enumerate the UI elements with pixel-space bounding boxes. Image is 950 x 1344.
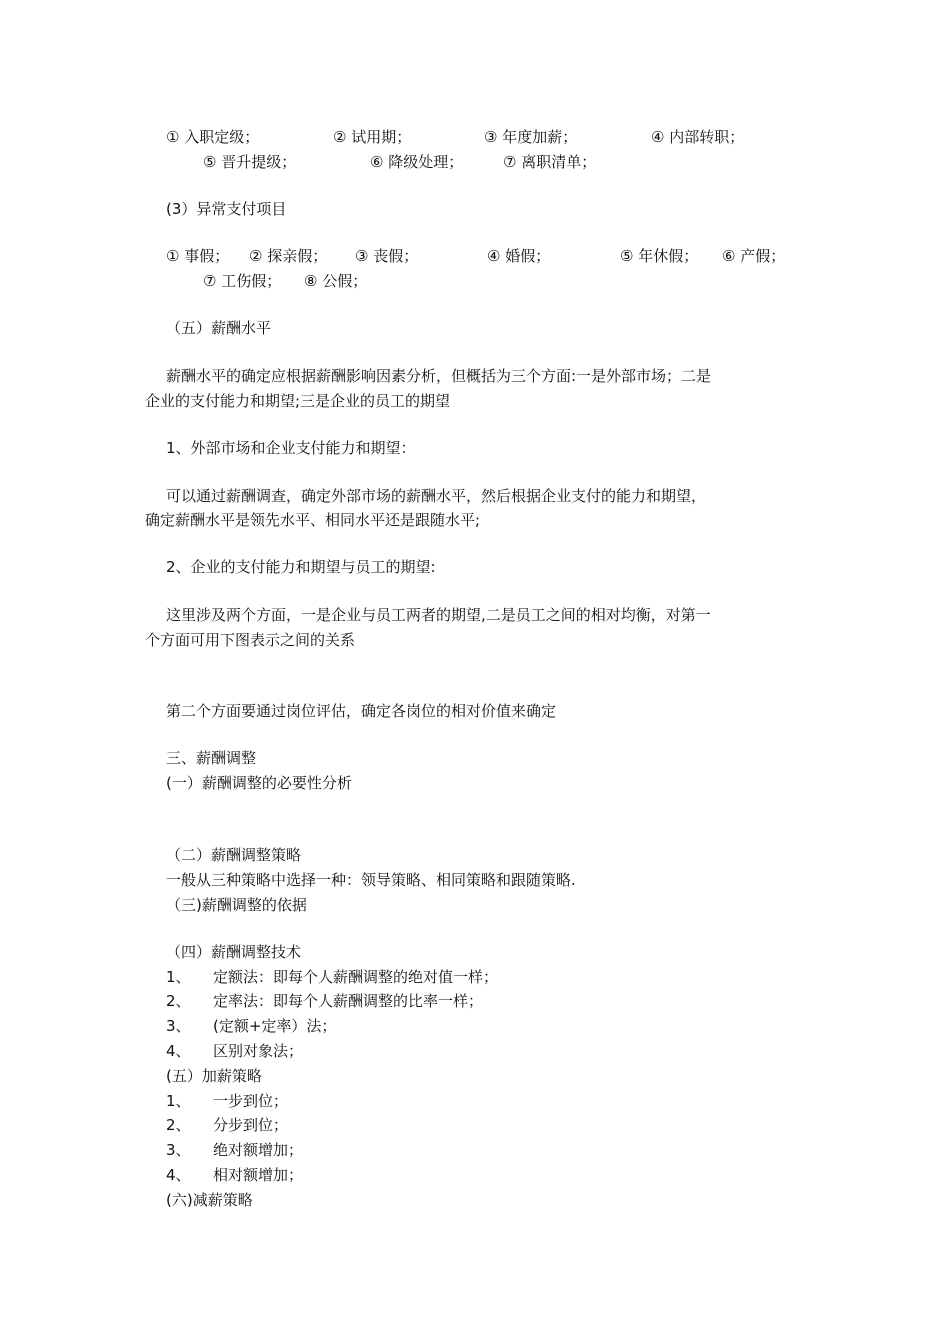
list-item: 定额法：即每个人薪酬调整的绝对值一样； [213, 968, 499, 986]
list-item: ② 试用期； [333, 128, 412, 146]
list-item: ⑦ 工伤假； [203, 272, 282, 290]
list-item: ④ 婚假； [487, 247, 551, 265]
list-item: (定额+定率）法； [213, 1017, 337, 1035]
subsection-heading: 2、企业的支付能力和期望与员工的期望: [166, 558, 436, 576]
list-item: ⑤ 年休假； [620, 247, 699, 265]
paragraph-line: 企业的支付能力和期望;三是企业的员工的期望 [145, 392, 451, 410]
subsection-heading: (六)减薪策略 [166, 1191, 253, 1209]
list-item: 定率法：即每个人薪酬调整的比率一样； [213, 992, 484, 1010]
subsection-heading: （二）薪酬调整策略 [166, 846, 302, 864]
paragraph-line: 个方面可用下图表示之间的关系 [145, 631, 356, 649]
list-item: 分步到位； [213, 1116, 289, 1134]
subsection-heading: 1、外部市场和企业支付能力和期望： [166, 439, 416, 457]
paragraph-line: 第二个方面要通过岗位评估，确定各岗位的相对价值来确定 [166, 702, 557, 720]
subsection-heading: (一）薪酬调整的必要性分析 [166, 774, 352, 792]
subsection-heading: （四）薪酬调整技术 [166, 943, 302, 961]
subsection-heading: (五）加薪策略 [166, 1067, 262, 1085]
list-item: ③ 丧假； [355, 247, 419, 265]
list-item-number: 1、 [166, 968, 191, 986]
list-item: ① 事假； [166, 247, 230, 265]
paragraph-line: 这里涉及两个方面，一是企业与员工两者的期望,二是员工之间的相对均衡，对第一 [166, 606, 711, 624]
list-item: ⑦ 离职清单； [503, 153, 597, 171]
list-item: ⑥ 产假； [722, 247, 786, 265]
paragraph-line: 确定薪酬水平是领先水平、相同水平还是跟随水平; [145, 511, 481, 529]
list-item-number: 3、 [166, 1017, 191, 1035]
list-item-number: 2、 [166, 992, 191, 1010]
list-item-number: 3、 [166, 1141, 191, 1159]
list-item: ③ 年度加薪； [484, 128, 578, 146]
subsection-heading: （三)薪酬调整的依据 [166, 896, 307, 914]
list-item: ⑤ 晋升提级； [203, 153, 297, 171]
list-item: ① 入职定级； [166, 128, 260, 146]
list-item-number: 4、 [166, 1042, 191, 1060]
list-item: 绝对额增加； [213, 1141, 304, 1159]
paragraph-line: 薪酬水平的确定应根据薪酬影响因素分析，但概括为三个方面:一是外部市场；二是 [166, 367, 712, 385]
list-item-number: 2、 [166, 1116, 191, 1134]
section-heading: (3）异常支付项目 [166, 200, 287, 218]
section-heading: （五）薪酬水平 [166, 319, 272, 337]
list-item: ② 探亲假； [249, 247, 328, 265]
paragraph-line: 一般从三种策略中选择一种：领导策略、相同策略和跟随策略. [166, 871, 576, 889]
list-item: ⑧ 公假； [304, 272, 368, 290]
list-item-number: 1、 [166, 1092, 191, 1110]
list-item: 相对额增加； [213, 1166, 304, 1184]
list-item: 一步到位； [213, 1092, 289, 1110]
section-heading: 三、薪酬调整 [166, 749, 257, 767]
list-item: ⑥ 降级处理； [370, 153, 464, 171]
paragraph-line: 可以通过薪酬调查，确定外部市场的薪酬水平，然后根据企业支付的能力和期望， [166, 487, 707, 505]
list-item: 区别对象法； [213, 1042, 304, 1060]
list-item-number: 4、 [166, 1166, 191, 1184]
list-item: ④ 内部转职； [651, 128, 745, 146]
